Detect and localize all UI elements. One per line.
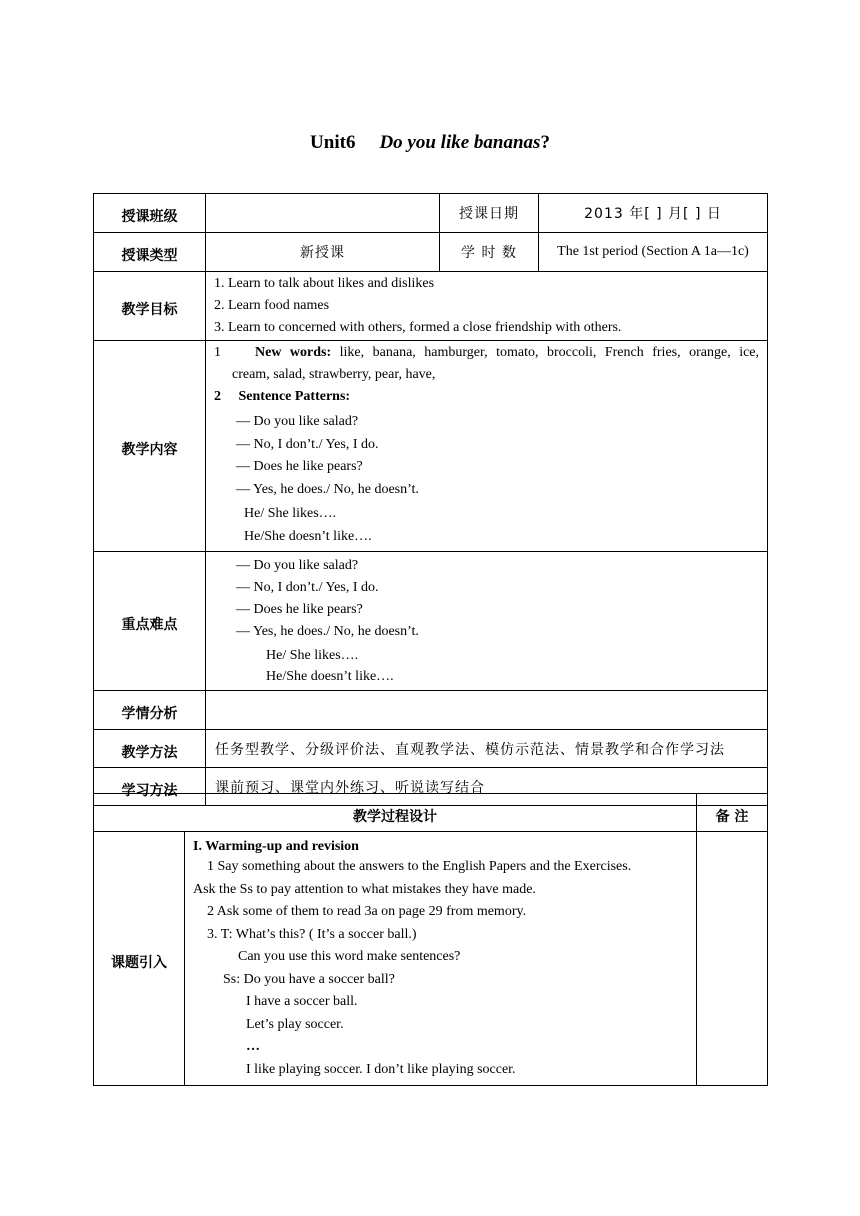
row-type xyxy=(94,233,768,272)
patterns-number: 2 xyxy=(214,389,221,404)
key-points-body xyxy=(206,552,768,691)
page-title xyxy=(0,132,860,154)
title-question: Do you like bananas xyxy=(379,132,541,153)
title-question-mark: ? xyxy=(540,132,550,153)
process-row-intro xyxy=(94,832,768,1086)
goal-item: 1. Learn to talk about likes and dislikes xyxy=(214,276,435,291)
learning-method-label: 学习方法 xyxy=(94,768,206,806)
process-line: … xyxy=(246,1039,260,1054)
key-points-label: 重点难点 xyxy=(94,552,206,691)
key-line: — Do you like salad? xyxy=(236,558,359,573)
new-words-line xyxy=(214,342,759,364)
row-goals xyxy=(94,272,768,341)
process-table xyxy=(93,793,768,1086)
hours-label: 学 时 数 xyxy=(440,233,539,272)
lesson-plan-table xyxy=(93,193,768,806)
analysis-value xyxy=(206,691,768,730)
class-value xyxy=(206,194,440,233)
pattern-line: — Do you like salad? xyxy=(236,414,359,429)
title-unit: Unit6 xyxy=(310,132,356,153)
row-teaching-method xyxy=(94,730,768,768)
key-line: He/ She likes…. xyxy=(266,648,359,663)
process-line: Can you use this word make sentences? xyxy=(238,949,461,964)
goals-list xyxy=(206,272,768,341)
learning-method-value: 课前预习、课堂内外练习、听说读写结合 xyxy=(206,768,768,806)
goals-label: 教学目标 xyxy=(94,272,206,341)
teaching-method-value: 任务型教学、分级评价法、直观教学法、模仿示范法、情景教学和合作学习法 xyxy=(206,730,768,768)
new-words-number: 1 xyxy=(214,345,221,360)
process-line: Ask the Ss to pay attention to what mistakes they have made. xyxy=(193,881,536,897)
key-line: — Yes, he does./ No, he doesn’t. xyxy=(236,624,419,639)
pattern-line: — Yes, he does./ No, he doesn’t. xyxy=(236,481,419,497)
new-words-list: like, banana, hamburger, tomato, broccoli, French fries, orange, ice, xyxy=(339,345,760,360)
row-class xyxy=(94,194,768,233)
teaching-method-label: 教学方法 xyxy=(94,730,206,768)
process-line: Ss: Do you have a soccer ball? xyxy=(223,971,395,987)
date-value: 2013 年[ ] 月[ ] 日 xyxy=(539,194,768,233)
process-line: 2 Ask some of them to read 3a on page 29 from memory. xyxy=(207,904,527,919)
process-line: 3. T: What’s this? ( It’s a soccer ball.) xyxy=(207,926,417,942)
intro-notes xyxy=(697,832,768,1086)
process-header: 教学过程设计 xyxy=(94,794,697,832)
pattern-line: He/She doesn’t like…. xyxy=(244,528,372,544)
row-content xyxy=(94,341,768,552)
process-line: I like playing soccer. I don’t like playing soccer. xyxy=(246,1061,516,1077)
process-line: Let’s play soccer. xyxy=(246,1016,344,1032)
type-label: 授课类型 xyxy=(94,233,206,272)
patterns-heading xyxy=(214,386,759,408)
pattern-line: He/ She likes…. xyxy=(244,506,337,521)
key-line: — No, I don’t./ Yes, I do. xyxy=(236,580,379,595)
pattern-line: — No, I don’t./ Yes, I do. xyxy=(236,436,379,452)
key-line: He/She doesn’t like…. xyxy=(266,669,394,684)
notes-header: 备 注 xyxy=(697,794,768,832)
intro-section-label: 课题引入 xyxy=(94,832,185,1086)
row-key-points xyxy=(94,552,768,691)
date-label: 授课日期 xyxy=(440,194,539,233)
key-line: — Does he like pears? xyxy=(236,602,363,617)
process-line: 1 Say something about the answers to the English Papers and the Exercises. xyxy=(207,859,632,874)
section-heading: I. Warming-up and revision xyxy=(193,839,359,854)
goal-item: 2. Learn food names xyxy=(214,298,330,313)
row-analysis xyxy=(94,691,768,730)
pattern-line: — Does he like pears? xyxy=(236,459,363,474)
new-words-label: New words: xyxy=(255,345,332,360)
type-value: 新授课 xyxy=(206,233,440,272)
content-body xyxy=(206,341,768,552)
content-label: 教学内容 xyxy=(94,341,206,552)
new-words-continued: cream, salad, strawberry, pear, have, xyxy=(232,367,436,382)
hours-value: The 1st period (Section A 1a—1c) xyxy=(539,233,768,272)
goal-item: 3. Learn to concerned with others, formed a close friendship with others. xyxy=(214,320,622,335)
process-line: I have a soccer ball. xyxy=(246,994,358,1009)
patterns-label: Sentence Patterns: xyxy=(238,389,351,404)
analysis-label: 学情分析 xyxy=(94,691,206,730)
process-header-row xyxy=(94,794,768,832)
intro-body xyxy=(185,832,697,1086)
class-label: 授课班级 xyxy=(94,194,206,233)
